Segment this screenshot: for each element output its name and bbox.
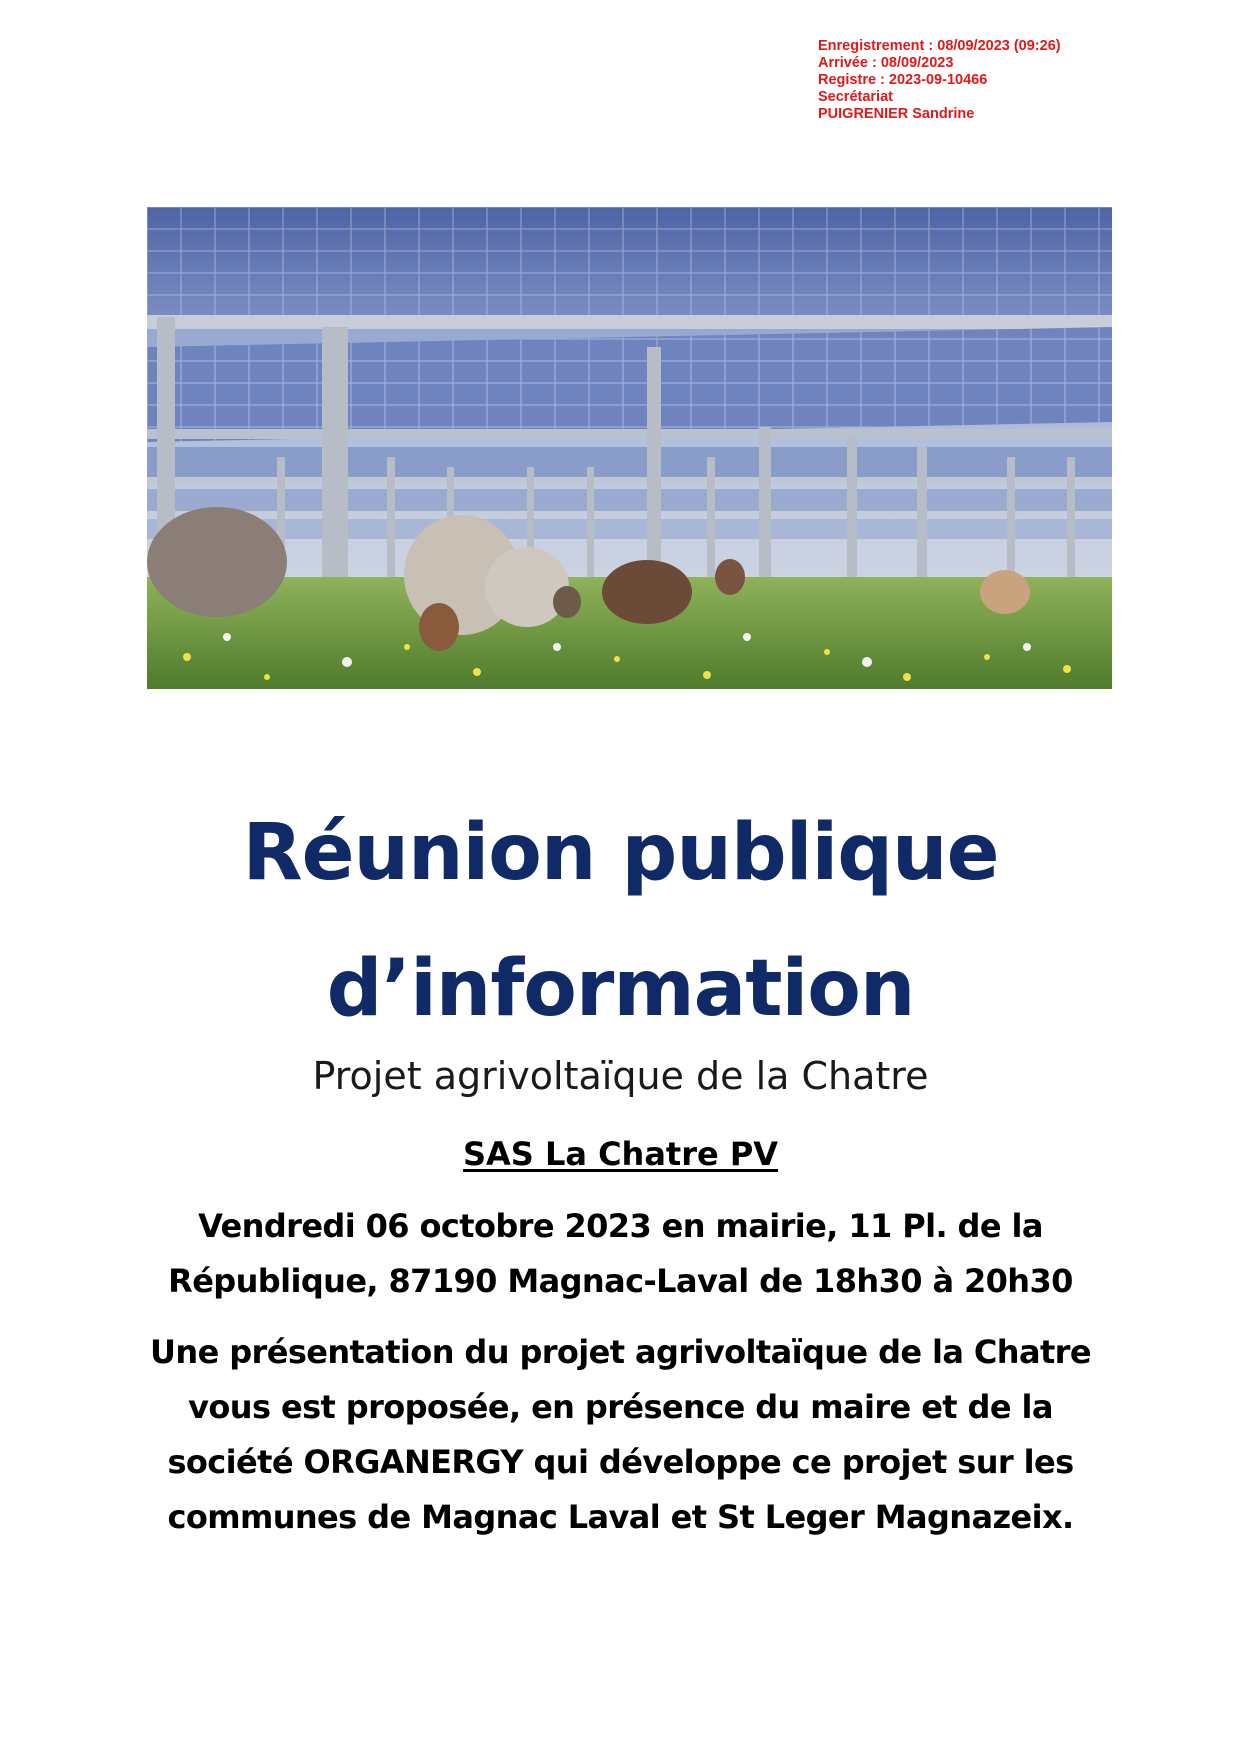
meeting-line-1: Vendredi 06 octobre 2023 en mairie, 11 Pl. de la [198,1207,1043,1245]
description-line-4: communes de Magnac Laval et St Leger Magnazeix. [167,1498,1074,1536]
meeting-details [0,1199,1241,1309]
stamp-line-registration: Enregistrement : 08/09/2023 (09:26) [818,38,1061,54]
meeting-line-2: République, 87190 Magnac-Laval de 18h30 à 20h30 [168,1262,1073,1300]
title-line-2: d’information [326,944,915,1034]
stamp-line-department: Secrétariat [818,89,893,105]
project-description [0,1325,1241,1545]
description-line-3: société ORGANERGY qui développe ce projet sur les [167,1443,1074,1481]
solar-field-illustration [147,207,1112,689]
stamp-line-register: Registre : 2023-09-10466 [818,72,988,88]
company-name [0,1134,1241,1174]
agrivoltaic-photo [147,207,1112,689]
project-subtitle: Projet agrivoltaïque de la Chatre [312,1054,929,1098]
registration-stamp [818,38,1061,123]
page-title [0,785,1241,1057]
stamp-line-arrival: Arrivée : 08/09/2023 [818,55,954,71]
company-name-text: SAS La Chatre PV [462,1135,779,1173]
description-line-2: vous est proposée, en présence du maire et de la [188,1388,1053,1426]
description-line-1: Une présentation du projet agrivoltaïque de la Chatre [150,1333,1091,1371]
stamp-line-name: PUIGRENIER Sandrine [818,106,975,122]
title-line-1: Réunion publique [242,808,999,898]
